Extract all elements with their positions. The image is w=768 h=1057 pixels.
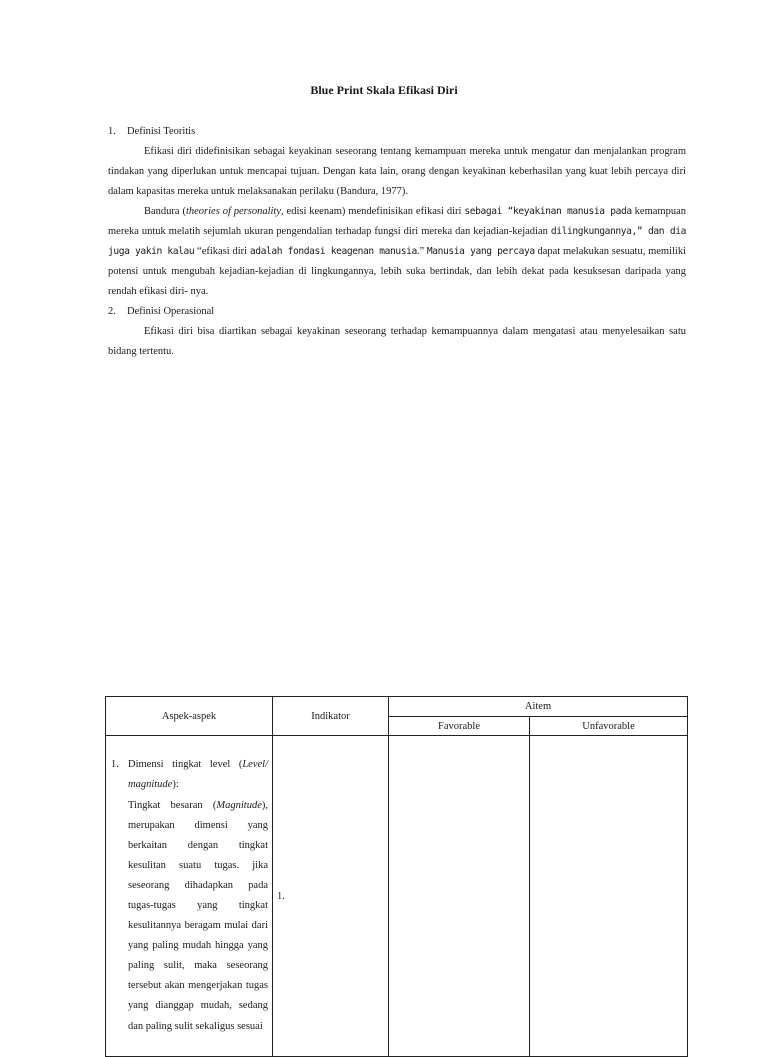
text-run: Dimensi tingkat level ( bbox=[128, 759, 243, 771]
section-definisi-operasional-heading bbox=[108, 302, 686, 322]
unfavorable-cell bbox=[530, 736, 688, 1057]
document-title: Blue Print Skala Efikasi Diri bbox=[310, 83, 458, 97]
header-favorable: Favorable bbox=[389, 717, 530, 736]
section-number: 1. bbox=[108, 126, 116, 137]
paragraph-bandura bbox=[108, 202, 686, 302]
header-indikator: Indikator bbox=[273, 697, 389, 736]
document-body bbox=[108, 122, 686, 362]
table-header-row bbox=[106, 697, 688, 717]
text-run: , edisi keenam) mendefinisikan efikasi diri bbox=[281, 206, 465, 217]
text-run: ), merupakan dimensi yang berkaitan dengan tingkat kesulitan suatu tugas. jika seseorang dihadapkan pada tugas-tugas yang tingkat kesulitannya beragam mulai dari yang paling mudah hingga yang paling sulit, maka seseorang tersebut akan mengerjakan tugas yang dianggap mudah, sedang dan paling sulit sekaligus sesuai bbox=[128, 799, 268, 1032]
indikator-cell: 1. bbox=[273, 736, 389, 1057]
row-number: 1. bbox=[111, 759, 119, 771]
paragraph-operational-definition: Efikasi diri bisa diartikan sebagai keyakinan seseorang terhadap kemampuannya dalam mengatasi atau menyelesaikan satu bidang tertentu. bbox=[108, 326, 686, 357]
favorable-cell bbox=[389, 736, 530, 1057]
section-number: 2. bbox=[108, 306, 116, 317]
header-unfavorable: Unfavorable bbox=[530, 717, 688, 736]
table-row bbox=[106, 736, 688, 1057]
text-run: dapat melakukan sesuatu, memiliki potensi untuk mengubah kejadian-kejadian di lingkungannya, lebih suka bertindak, dan lebih dekat pada kesuksesan daripada yang rendah efikasi diri- nya. bbox=[108, 246, 687, 297]
section-definisi-teoritis-heading bbox=[108, 122, 686, 142]
header-aspek: Aspek-aspek bbox=[106, 697, 273, 736]
text-run: Tingkat besaran ( bbox=[128, 799, 217, 811]
paragraph-efikasi-definition: Efikasi diri didefinisikan sebagai keyakinan seseorang tentang kemampuan mereka untuk mengatur dan menjalankan program tindakan yang diperlukan untuk mencapai tujuan. Dengan kata lain, orang dengan keyakinan keberhasilan yang kuat lebih percaya diri dalam kapasitas mereka untuk melaksanakan perilaku (Bandura, 1977). bbox=[108, 146, 686, 197]
quote-text: dilingkungannya,” dan dia juga yakin kalau bbox=[108, 226, 686, 257]
text-run: “efikasi diri bbox=[194, 246, 250, 257]
aspek-text bbox=[111, 755, 268, 1036]
quote-text: Manusia yang percaya bbox=[426, 246, 535, 257]
text-run: kemampuan mereka untuk melatih sejumlah ukuran pengendalian terhadap fungsi diri mereka dan kejadian-kejadian bbox=[108, 206, 686, 237]
italic-text: Level/ magnitude bbox=[128, 759, 268, 791]
quote-text: adalah fondasi keagenan manusia bbox=[249, 246, 417, 257]
text-run: Bandura ( bbox=[144, 206, 186, 217]
quote-text: sebagai “keyakinan manusia pada bbox=[464, 206, 632, 217]
section-heading: Definisi Operasional bbox=[127, 306, 215, 317]
text-run: .” bbox=[416, 246, 427, 257]
italic-text: theories of personality bbox=[185, 206, 282, 217]
header-aitem: Aitem bbox=[389, 697, 688, 717]
italic-text: Magnitude bbox=[216, 799, 262, 811]
aspek-cell bbox=[106, 736, 273, 1057]
blueprint-table bbox=[105, 696, 688, 1057]
text-run: ): bbox=[172, 779, 179, 791]
section-heading: Definisi Teoritis bbox=[127, 126, 196, 137]
